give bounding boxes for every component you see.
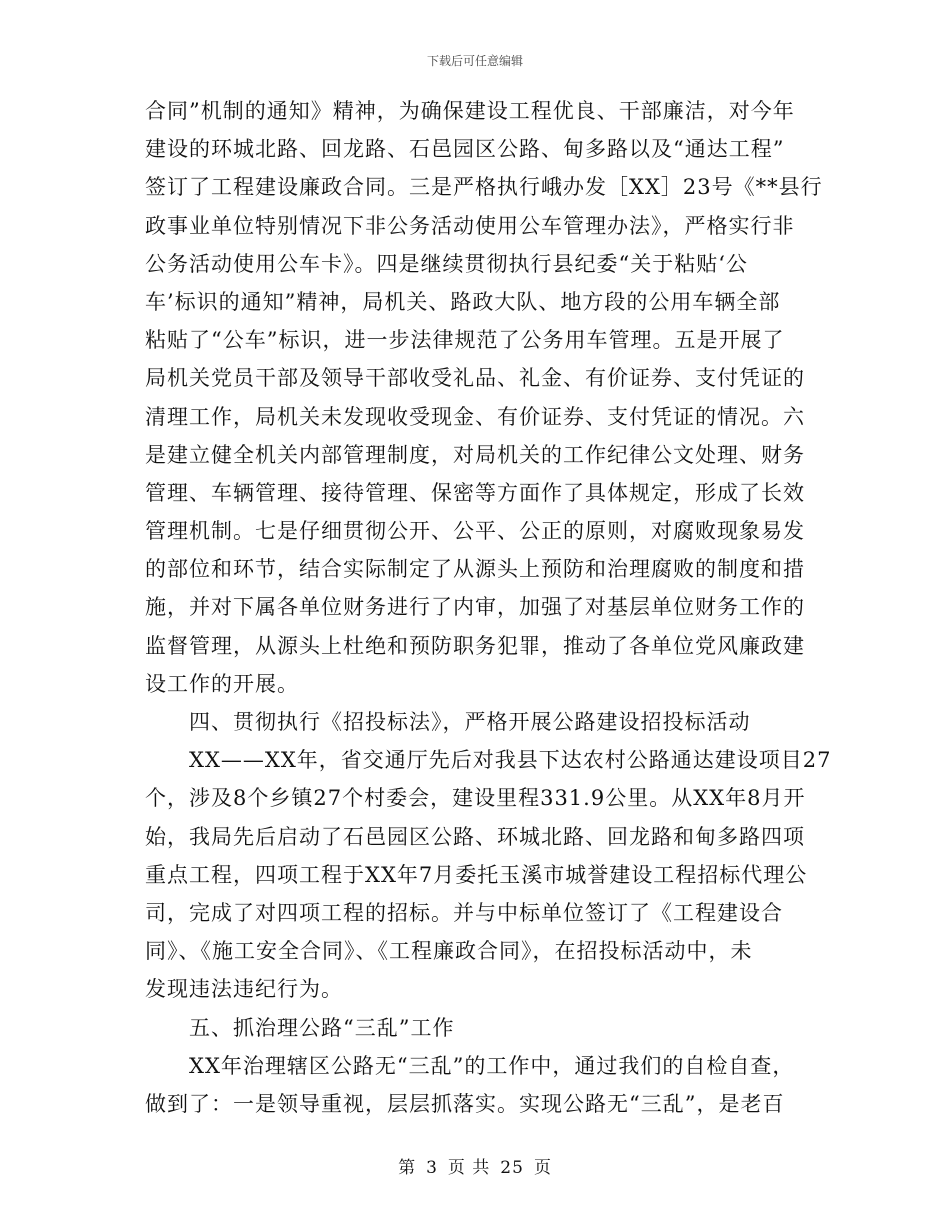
text-line: 局机关党员干部及领导干部收受礼品、礼金、有价证券、支付凭证的: [145, 366, 805, 391]
text-line: 粘贴了“公车”标识，进一步法律规范了公务用车管理。五是开展了: [145, 328, 785, 353]
document-body: [145, 92, 832, 1123]
page-footer: [0, 1153, 950, 1178]
text-line: 签订了工程建设廉政合同。三是严格执行峨办发［XX］23号《**县行: [145, 175, 823, 200]
text-line: 合同”机制的通知》精神，为确保建设工程优良、干部廉洁，对今年: [145, 99, 795, 123]
text-line: XX年治理辖区公路无“三乱”的工作中，通过我们的自检自查，: [189, 1053, 795, 1078]
footer-prefix: 第: [398, 1158, 417, 1178]
text-line: 公务活动使用公车卡》。四是继续贯彻执行县纪委“关于粘贴‘公: [145, 251, 748, 276]
page-header-note: 下载后可任意编辑: [426, 54, 523, 68]
section-heading-4: 四、贯彻执行《招投标法》，严格开展公路建设招投标活动: [189, 710, 751, 734]
text-line: 施，并对下属各单位财务进行了内审，加强了对基层单位财务工作的: [145, 595, 805, 620]
text-line: 个，涉及8个乡镇27个村委会，建设里程331.9公里。从XX年8月开: [145, 786, 806, 811]
footer-suffix: 页: [533, 1158, 552, 1178]
text-line: 政事业单位特别情况下非公务活动使用公车管理办法》，严格实行非: [145, 213, 795, 238]
text-line: 管理、车辆管理、接待管理、保密等方面作了具体规定，形成了长效: [145, 480, 805, 505]
page-number: 3: [426, 1158, 438, 1178]
text-line: 发现违法违纪行为。: [145, 977, 343, 1002]
text-line: 做到了：一是领导重视，层层抓落实。实现公路无“三乱”，是老百: [145, 1091, 785, 1116]
text-line: 车’标识的通知”精神，局机关、路政大队、地方段的公用车辆全部: [145, 289, 781, 314]
text-line: XX——XX年，省交通厅先后对我县下达农村公路通达建设项目27: [189, 748, 832, 773]
text-line: 管理机制。七是仔细贯彻公开、公平、公正的原则，对腐败现象易发: [145, 519, 805, 544]
text-line: 建设的环城北路、回龙路、石邑园区公路、甸多路以及“通达工程”: [145, 137, 785, 162]
text-line: 设工作的开展。: [145, 671, 299, 696]
section-heading-5: 五、抓治理公路“三乱”工作: [189, 1015, 455, 1040]
text-line: 监督管理，从源头上杜绝和预防职务犯罪，推动了各单位党风廉政建: [145, 633, 805, 658]
page-total: 25: [500, 1158, 524, 1178]
text-line: 是建立健全机关内部管理制度，对局机关的工作纪律公文处理、财务: [145, 442, 805, 467]
text-line: 司，完成了对四项工程的招标。并与中标单位签订了《工程建设合: [145, 900, 783, 925]
footer-middle: 页 共: [447, 1158, 491, 1178]
text-line: 同》、《施工安全合同》、《工程廉政合同》，在招投标活动中，未: [145, 939, 753, 964]
text-line: 重点工程，四项工程于XX年7月委托玉溪市城誉建设工程招标代理公: [145, 862, 808, 887]
text-line: 始，我局先后启动了石邑园区公路、环城北路、回龙路和甸多路四项: [145, 824, 805, 849]
text-line: 的部位和环节，结合实际制定了从源头上预防和治理腐败的制度和措: [145, 557, 805, 582]
text-line: 清理工作，局机关未发现收受现金、有价证券、支付凭证的情况。六: [145, 404, 805, 429]
